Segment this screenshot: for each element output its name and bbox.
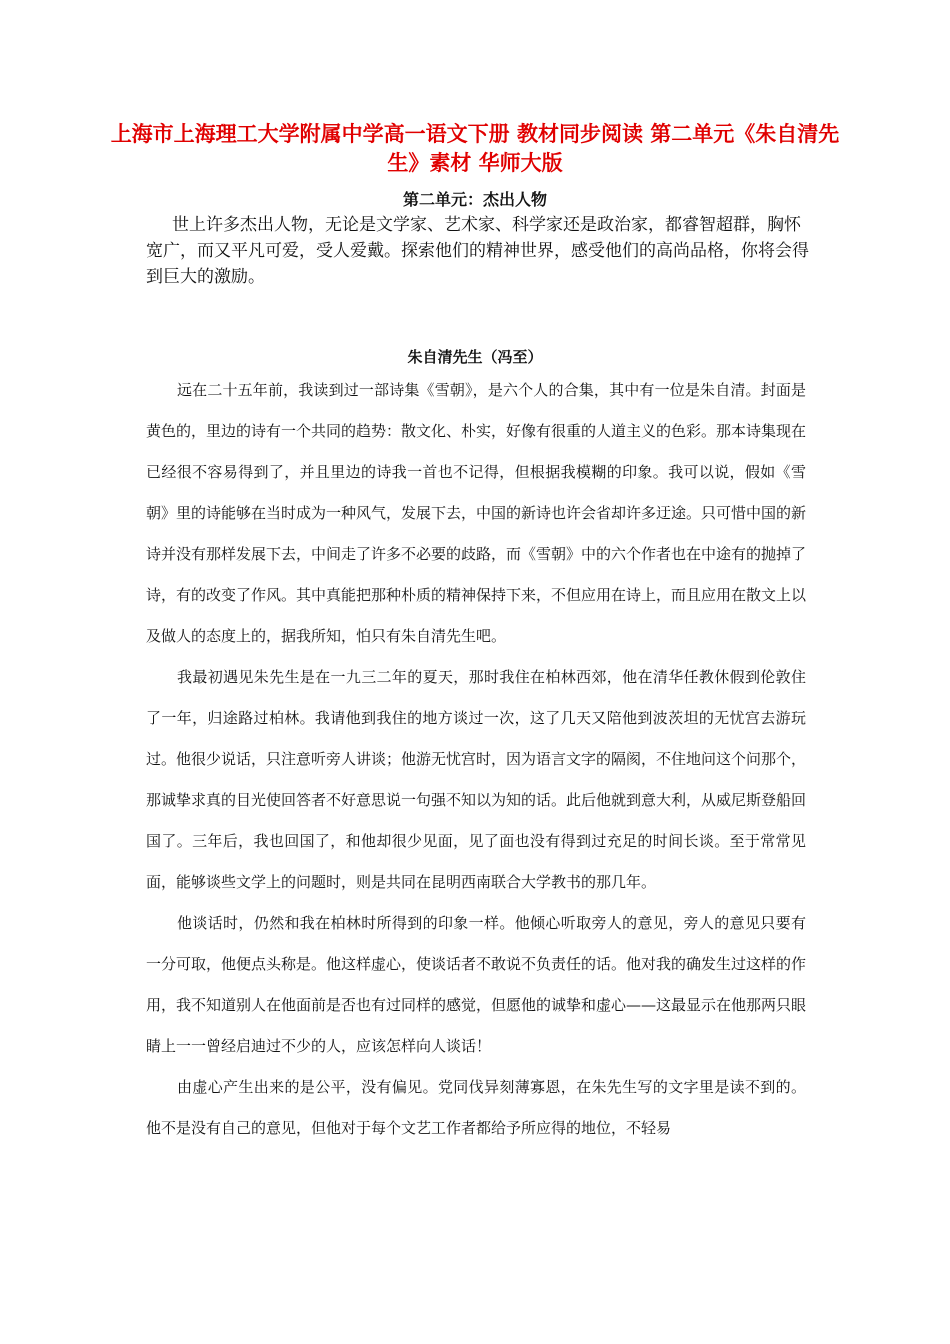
paragraph: 他谈话时，仍然和我在柏林时所得到的印象一样。他倾心听取旁人的意见，旁人的意见只要有一分可取，他便点头称是。他这样虚心，使谈话者不敢说不负责任的话。他对我的确发生过这样的作用，我不知道别人在他面前是否也有过同样的感觉，但愿他的诚挚和虚心——这最显示在他那两只眼睛上一一曾经启迪过不少的人，应该怎样向人谈话！	[146, 914, 807, 1055]
article-title: 朱自清先生（冯至）	[407, 348, 543, 366]
unit-intro: 世上许多杰出人物，无论是文学家、艺术家、科学家还是政治家，都睿智超群，胸怀宽广，而又平凡可爱，受人爱戴。探索他们的精神世界，感受他们的高尚品格，你将会得到巨大的激励。	[146, 215, 809, 287]
article-body	[146, 370, 806, 1149]
paragraph: 我最初遇见朱先生是在一九三二年的夏天，那时我住在柏林西郊，他在清华任教休假到伦敦住了一年，归途路过柏林。我请他到我住的地方谈过一次，这了几天又陪他到波茨坦的无忧宫去游玩过。他很少说话，只注意听旁人讲谈；他游无忧宫时，因为语言文字的隔阂，不住地问这个问那个，那诚挚求真的目光使回答者不好意思说一句强不知以为知的话。此后他就到意大利，从威尼斯登船回国了。三年后，我也回国了，和他却很少见面，见了面也没有得到过充足的时间长谈。至于常常见面，能够谈些文学上的问题时，则是共同在昆明西南联合大学教书的那几年。	[146, 668, 807, 891]
unit-heading: 第二单元：杰出人物	[402, 190, 547, 209]
paragraph: 由虚心产生出来的是公平，没有偏见。党同伐异刻薄寡恩，在朱先生写的文字里是读不到的。他不是没有自己的意见，但他对于每个文艺工作者都给予所应得的地位，不轻易	[146, 1078, 806, 1137]
document-title: 上海市上海理工大学附属中学高一语文下册 教材同步阅读 第二单元《朱自清先生》素材 华师大版	[110, 122, 840, 175]
paragraph: 远在二十五年前，我读到过一部诗集《雪朝》，是六个人的合集，其中有一位是朱自清。封面是黄色的，里边的诗有一个共同的趋势：散文化、朴实，好像有很重的人道主义的色彩。那本诗集现在已经很不容易得到了，并且里边的诗我一首也不记得，但根据我模糊的印象。我可以说，假如《雪朝》里的诗能够在当时成为一种风气，发展下去，中国的新诗也许会省却许多迂途。只可惜中国的新诗并没有那样发展下去，中间走了许多不必要的歧路，而《雪朝》中的六个作者也在中途有的抛掉了诗，有的改变了作风。其中真能把那种朴质的精神保持下来，不但应用在诗上，而且应用在散文上以及做人的态度上的，据我所知，怕只有朱自清先生吧。	[146, 381, 807, 645]
